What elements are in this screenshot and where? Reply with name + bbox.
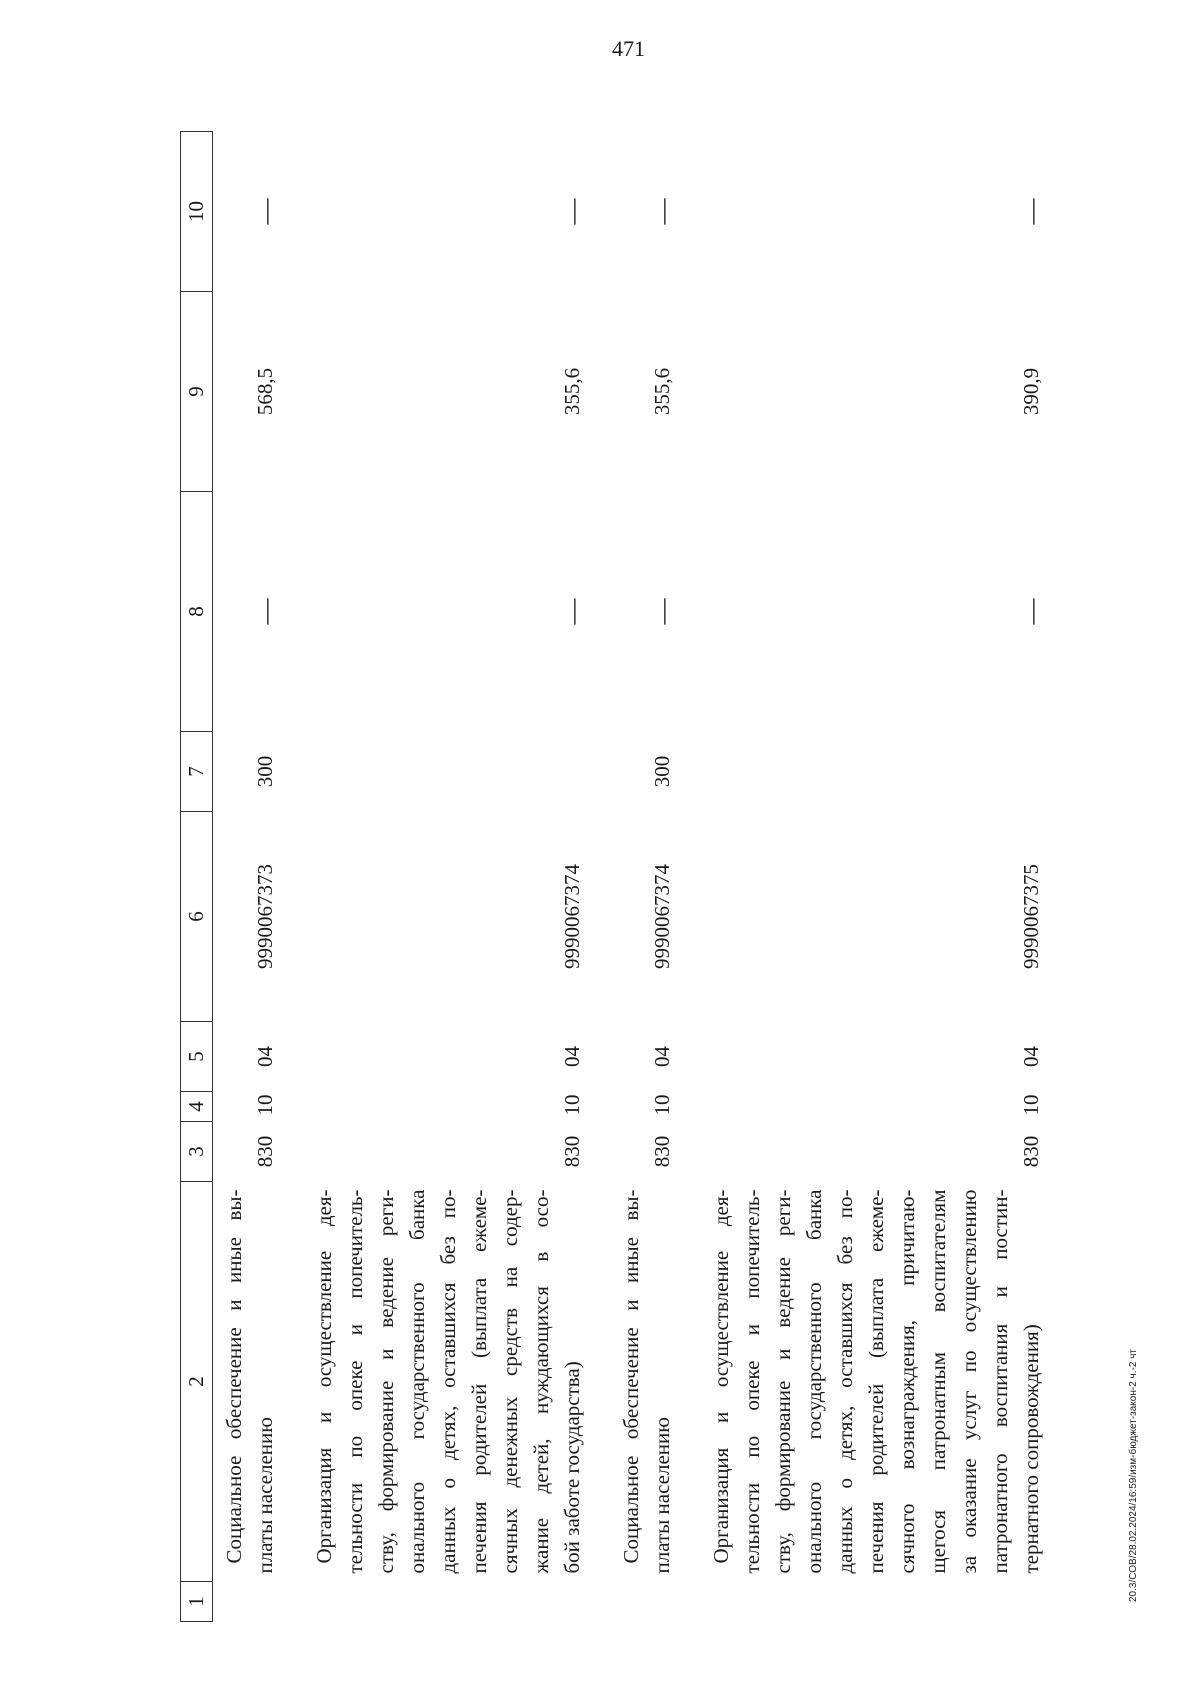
header-col-5: 5 xyxy=(181,1022,213,1092)
cell-c6: 9990067375 xyxy=(1019,864,1043,969)
cell-col-1 xyxy=(700,1582,1051,1622)
header-col-6: 6 xyxy=(181,812,213,1022)
header-col-9: 9 xyxy=(181,292,213,492)
name-line: за оказание услуг по осуществлению xyxy=(957,1189,981,1574)
cell-c5: 04 xyxy=(560,1046,584,1067)
header-col-2: 2 xyxy=(181,1182,213,1582)
cell-c3: 830 xyxy=(1019,1135,1043,1168)
cell-col-1 xyxy=(610,1582,682,1622)
name-line: платы населению xyxy=(650,1417,674,1574)
header-col-7: 7 xyxy=(181,732,213,812)
cell-c6: 9990067374 xyxy=(650,864,674,969)
spacer-cell xyxy=(285,132,303,1622)
cell-c9: 355,6 xyxy=(650,367,674,416)
cell-col-1 xyxy=(213,1582,286,1622)
header-col-10: 10 xyxy=(181,132,213,292)
name-line: печения родителей (выплата ежеме- xyxy=(864,1189,888,1574)
cell-name xyxy=(610,1182,682,1582)
cell-c5: 04 xyxy=(253,1046,277,1067)
name-line: Социальное обеспечение и иные вы- xyxy=(222,1189,246,1564)
name-line: данных о детях, оставшихся без по- xyxy=(833,1189,857,1574)
name-line: Социальное обеспечение и иные вы- xyxy=(619,1189,643,1564)
cell-c4: 10 xyxy=(650,1094,674,1116)
cell-c10: — xyxy=(1017,198,1046,225)
cell-c9: 355,6 xyxy=(560,367,584,416)
name-line: Организация и осуществление дея- xyxy=(709,1189,733,1564)
page-number: 471 xyxy=(612,36,645,61)
name-line: онального государственного банка xyxy=(802,1189,826,1574)
cell-col-1 xyxy=(303,1582,592,1622)
cell-c9: 568,5 xyxy=(253,367,277,416)
name-line: щегося патронатным воспитателям xyxy=(926,1189,950,1574)
table-row xyxy=(610,132,682,1622)
footer-stamp: 20.3/СОВ/28.02.2024/16:59/изм-бюджет-закон-2 ч.-2 чт xyxy=(1128,1349,1139,1602)
name-line: сячных денежных средств на содер- xyxy=(498,1189,522,1574)
table-row xyxy=(303,132,592,1622)
budget-table xyxy=(180,131,1051,1622)
cell-c4: 10 xyxy=(560,1094,584,1116)
row-spacer xyxy=(592,132,610,1622)
name-line: жание детей, нуждающихся в осо- xyxy=(529,1189,553,1574)
cell-c4: 10 xyxy=(1019,1094,1043,1116)
name-line: тельности по опеке и попечитель- xyxy=(343,1189,367,1574)
name-line: печения родителей (выплата ежеме- xyxy=(467,1189,491,1574)
header-col-3: 3 xyxy=(181,1122,213,1182)
budget-table-rotated xyxy=(180,132,1140,1622)
cell-c8: — xyxy=(1017,598,1046,625)
name-line: Организация и осуществление дея- xyxy=(312,1189,336,1564)
name-line: онального государственного банка xyxy=(405,1189,429,1574)
name-line: бой заботе государства) xyxy=(560,1361,584,1574)
cell-c3: 830 xyxy=(560,1135,584,1168)
cell-c7 xyxy=(700,732,1051,812)
cell-c5: 04 xyxy=(1019,1046,1043,1067)
name-line: тельности по опеке и попечитель- xyxy=(740,1189,764,1574)
cell-c3: 830 xyxy=(650,1135,674,1168)
cell-c10: — xyxy=(648,198,677,225)
header-col-4: 4 xyxy=(181,1092,213,1122)
table-row xyxy=(213,132,286,1622)
cell-c7: 300 xyxy=(253,755,277,788)
cell-name xyxy=(700,1182,1051,1582)
spacer-cell xyxy=(682,132,700,1622)
row-spacer xyxy=(285,132,303,1622)
table-row xyxy=(700,132,1051,1622)
cell-c3: 830 xyxy=(253,1135,277,1168)
cell-c4: 10 xyxy=(253,1094,277,1116)
header-col-8: 8 xyxy=(181,492,213,732)
name-line: сячного вознаграждения, причитаю- xyxy=(895,1189,919,1574)
header-row xyxy=(181,132,213,1622)
name-line: платы населению xyxy=(253,1417,277,1574)
cell-c7: 300 xyxy=(650,755,674,788)
cell-c7 xyxy=(303,732,592,812)
row-spacer xyxy=(682,132,700,1622)
name-line: патронатного воспитания и постин- xyxy=(988,1189,1012,1574)
name-line: ству, формирование и ведение реги- xyxy=(771,1189,795,1574)
header-col-1: 1 xyxy=(181,1582,213,1622)
cell-c8: — xyxy=(558,598,587,625)
cell-c5: 04 xyxy=(650,1046,674,1067)
cell-c8: — xyxy=(251,598,280,625)
name-line: данных о детях, оставшихся без по- xyxy=(436,1189,460,1574)
cell-name xyxy=(213,1182,286,1582)
cell-c6: 9990067373 xyxy=(253,864,277,969)
name-line: тернатного сопровождения) xyxy=(1019,1324,1043,1574)
name-line: ству, формирование и ведение реги- xyxy=(374,1189,398,1574)
table-body xyxy=(213,132,1052,1622)
cell-c8: — xyxy=(648,598,677,625)
cell-c10: — xyxy=(251,198,280,225)
spacer-cell xyxy=(592,132,610,1622)
cell-name xyxy=(303,1182,592,1582)
cell-c9: 390,9 xyxy=(1019,367,1043,416)
cell-c10: — xyxy=(558,198,587,225)
cell-c6: 9990067374 xyxy=(560,864,584,969)
